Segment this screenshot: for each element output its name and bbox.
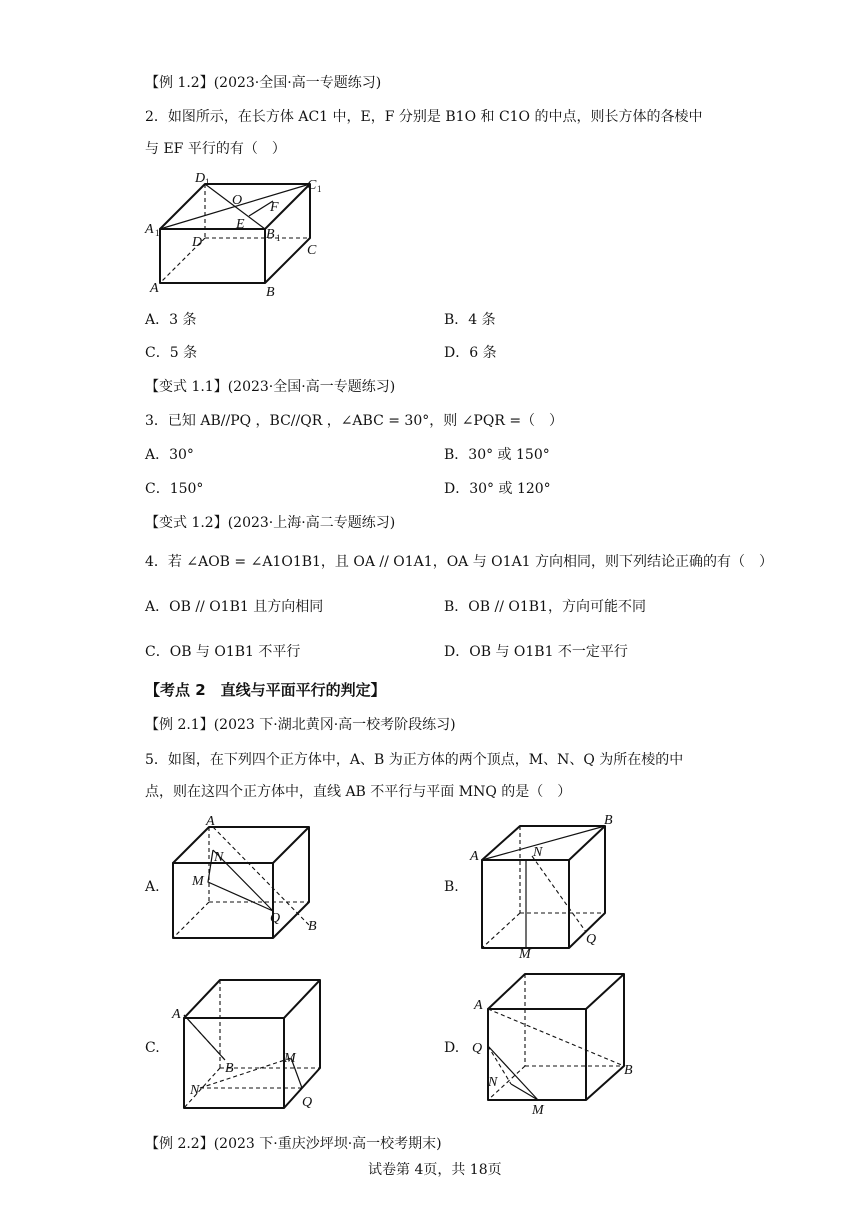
question-3-option-a[interactable]: A．30° [145,447,194,463]
question-5-text-line1: 5．如图，在下列四个正方体中，A、B 为正方体的两个顶点，M、N、Q 为所在棱的中 [145,752,684,768]
label-O: O [232,193,243,208]
cube-figure-d [466,966,636,1116]
svg-text:1: 1 [317,184,322,194]
label-B: B [604,813,613,828]
example-2-2-heading: 【例 2.2】(2023 下·重庆沙坪坝·高一校考期末) [145,1136,442,1152]
label-Q: Q [302,1095,313,1110]
question-4-option-a[interactable]: A．OB // O1B1 且方向相同 [145,599,324,615]
label-B1: B [266,227,275,242]
question-5-option-a[interactable]: A. [145,879,160,895]
cube-figure-c [170,970,335,1115]
label-A: A [474,998,483,1013]
label-N: N [190,1083,200,1098]
question-3-option-c[interactable]: C．150° [145,481,204,497]
label-Q: Q [586,932,597,947]
variant-1-1-heading: 【变式 1.1】(2023·全国·高一专题练习) [145,379,396,395]
label-A: A [206,814,215,829]
label-B: B [308,919,317,934]
cube-figure-a [168,812,328,947]
label-A1: A [145,222,154,237]
label-A: A [470,849,479,864]
label-B: B [266,285,275,300]
question-5-option-d[interactable]: D. [444,1040,460,1056]
question-3-text: 3．已知 AB//PQ ，BC//QR ，∠ABC = 30°，则 ∠PQR =（ ） [145,413,564,429]
svg-text:1: 1 [205,177,210,187]
question-2-option-a[interactable]: A．3 条 [145,312,197,328]
label-N: N [533,845,543,860]
page-footer: 试卷第 4页，共 18页 [368,1162,502,1178]
question-2-text-line1: 2．如图所示，在长方体 AC1 中，E，F 分别是 B1O 和 C1O 的中点，则长方体的各棱中 [145,109,703,125]
label-Q: Q [472,1041,483,1056]
label-C: C [307,243,317,258]
label-A: A [172,1007,181,1022]
label-B: B [225,1061,234,1076]
question-3-option-d[interactable]: D．30° 或 120° [444,481,551,497]
example-2-1-heading: 【例 2.1】(2023 下·湖北黄冈·高一校考阶段练习) [145,717,456,733]
label-Q: Q [270,911,281,926]
label-M: M [284,1051,296,1066]
variant-1-2-heading: 【变式 1.2】(2023·上海·高二专题练习) [145,515,396,531]
question-5-option-b[interactable]: B. [444,879,459,895]
question-2-text-line2: 与 EF 平行的有（ ） [145,141,286,157]
cube-figure-b [464,808,624,958]
label-M: M [192,874,204,889]
label-A: A [150,281,159,296]
label-D: D [192,235,203,250]
svg-text:1: 1 [276,233,281,243]
label-E: E [236,217,245,232]
label-M: M [532,1103,544,1116]
question-4-option-d[interactable]: D．OB 与 O1B1 不一定平行 [444,644,628,660]
question-4-option-b[interactable]: B．OB // O1B1，方向可能不同 [444,599,646,615]
label-M: M [519,947,531,958]
label-C1: C [307,178,317,193]
label-B: B [624,1063,633,1078]
question-5-option-c[interactable]: C. [145,1040,160,1056]
cuboid-figure [140,166,340,301]
label-F: F [270,200,279,215]
label-D1: D [195,171,206,186]
label-N: N [488,1075,498,1090]
question-5-text-line2: 点，则在这四个正方体中，直线 AB 不平行与平面 MNQ 的是（ ） [145,784,572,800]
question-2-option-c[interactable]: C．5 条 [145,345,198,361]
topic-2-heading: 【考点 2 直线与平面平行的判定】 [145,681,386,699]
example-1-2-heading: 【例 1.2】(2023·全国·高一专题练习) [145,75,382,91]
question-4-option-c[interactable]: C．OB 与 O1B1 不平行 [145,644,301,660]
svg-text:1: 1 [155,228,160,238]
question-2-option-b[interactable]: B．4 条 [444,312,496,328]
question-3-option-b[interactable]: B．30° 或 150° [444,447,550,463]
question-2-option-d[interactable]: D．6 条 [444,345,497,361]
label-N: N [214,850,224,865]
question-4-text: 4．若 ∠AOB = ∠A1O1B1，且 OA // O1A1，OA 与 O1A1 方向相同，则下列结论正确的有（ ） [145,554,774,570]
